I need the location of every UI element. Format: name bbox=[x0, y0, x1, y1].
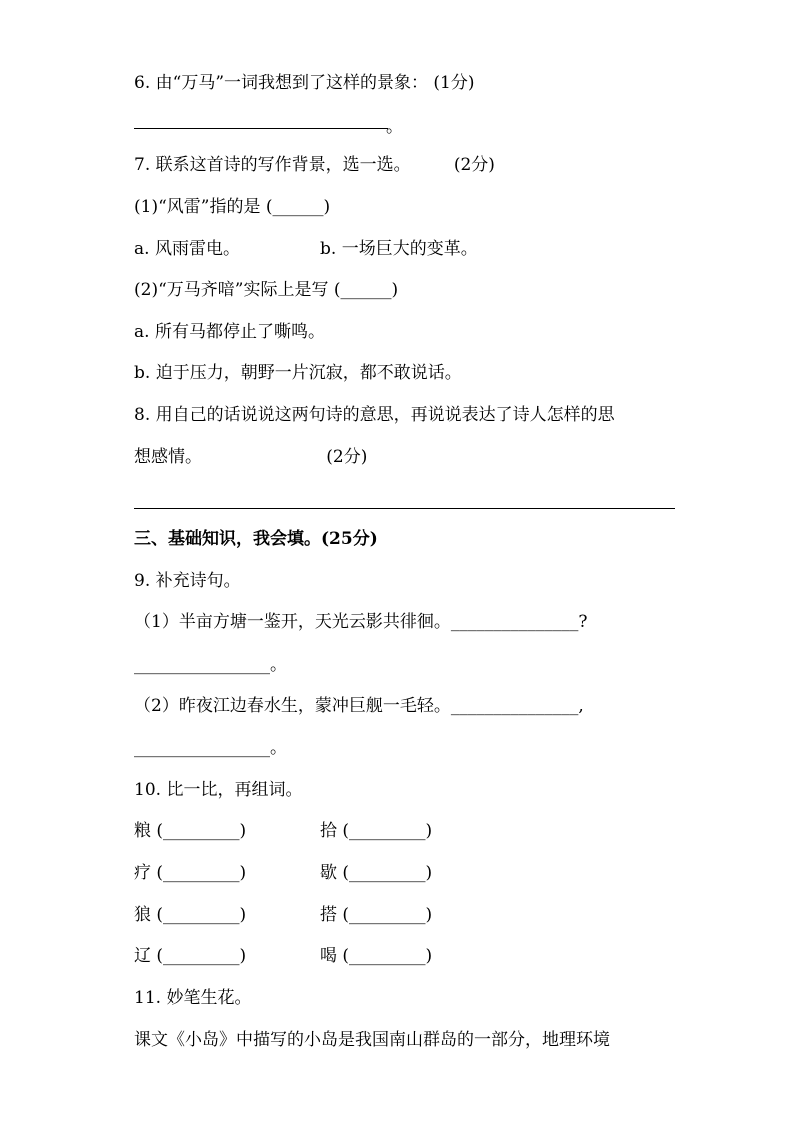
word-pair-right: 搭 (_________) bbox=[320, 905, 433, 925]
question-11: 11. 妙笔生花。 bbox=[134, 988, 252, 1008]
word-pair-left: 粮 (_________) bbox=[134, 821, 247, 841]
question-9: 9. 补充诗句。 bbox=[134, 571, 241, 591]
question-7-sub2: (2)“万马齐喑”实际上是写 (______) bbox=[134, 280, 399, 300]
question-9-part1: （1）半亩方塘一鉴开，天光云影共徘徊。_______________? bbox=[134, 612, 588, 632]
question-10: 10. 比一比，再组词。 bbox=[134, 780, 303, 800]
question-6: 6. 由“万马”一词我想到了这样的景象： (1分) bbox=[134, 73, 475, 93]
question-8-line2: 想感情。 (2分) bbox=[134, 447, 368, 467]
word-pair-right: 歇 (_________) bbox=[320, 863, 433, 883]
question-8-line1: 8. 用自己的话说说这两句诗的意思，再说说表达了诗人怎样的思 bbox=[134, 405, 615, 425]
answer-line-q8[interactable] bbox=[134, 508, 675, 509]
question-7-sub2-option-b: b. 迫于压力，朝野一片沉寂，都不敢说话。 bbox=[134, 363, 462, 383]
question-11-body: 课文《小岛》中描写的小岛是我国南山群岛的一部分，地理环境 bbox=[134, 1030, 610, 1050]
question-7-sub2-option-a: a. 所有马都停止了嘶鸣。 bbox=[134, 322, 325, 342]
word-pair-left: 狼 (_________) bbox=[134, 905, 247, 925]
question-7: 7. 联系这首诗的写作背景，选一选。 (2分) bbox=[134, 155, 495, 175]
question-7-sub1-option-a: a. 风雨雷电。 bbox=[134, 239, 240, 259]
question-9-part2-continued: ________________。 bbox=[134, 738, 287, 758]
question-7-sub1-option-b: b. 一场巨大的变革。 bbox=[320, 239, 478, 259]
word-pair-left: 疗 (_________) bbox=[134, 863, 247, 883]
word-pair-right: 喝 (_________) bbox=[320, 946, 433, 966]
answer-end-q6: 。 bbox=[386, 117, 403, 137]
section-3-title: 三、基础知识，我会填。(25分) bbox=[134, 529, 378, 549]
answer-line-q6[interactable] bbox=[134, 128, 388, 129]
question-9-part2: （2）昨夜江边春水生，蒙冲巨舰一毛轻。_______________, bbox=[134, 696, 584, 716]
question-9-part1-continued: ________________。 bbox=[134, 655, 287, 675]
word-pair-left: 辽 (_________) bbox=[134, 946, 247, 966]
question-7-sub1: (1)“风雷”指的是 (______) bbox=[134, 197, 331, 217]
word-pair-right: 拾 (_________) bbox=[320, 821, 433, 841]
